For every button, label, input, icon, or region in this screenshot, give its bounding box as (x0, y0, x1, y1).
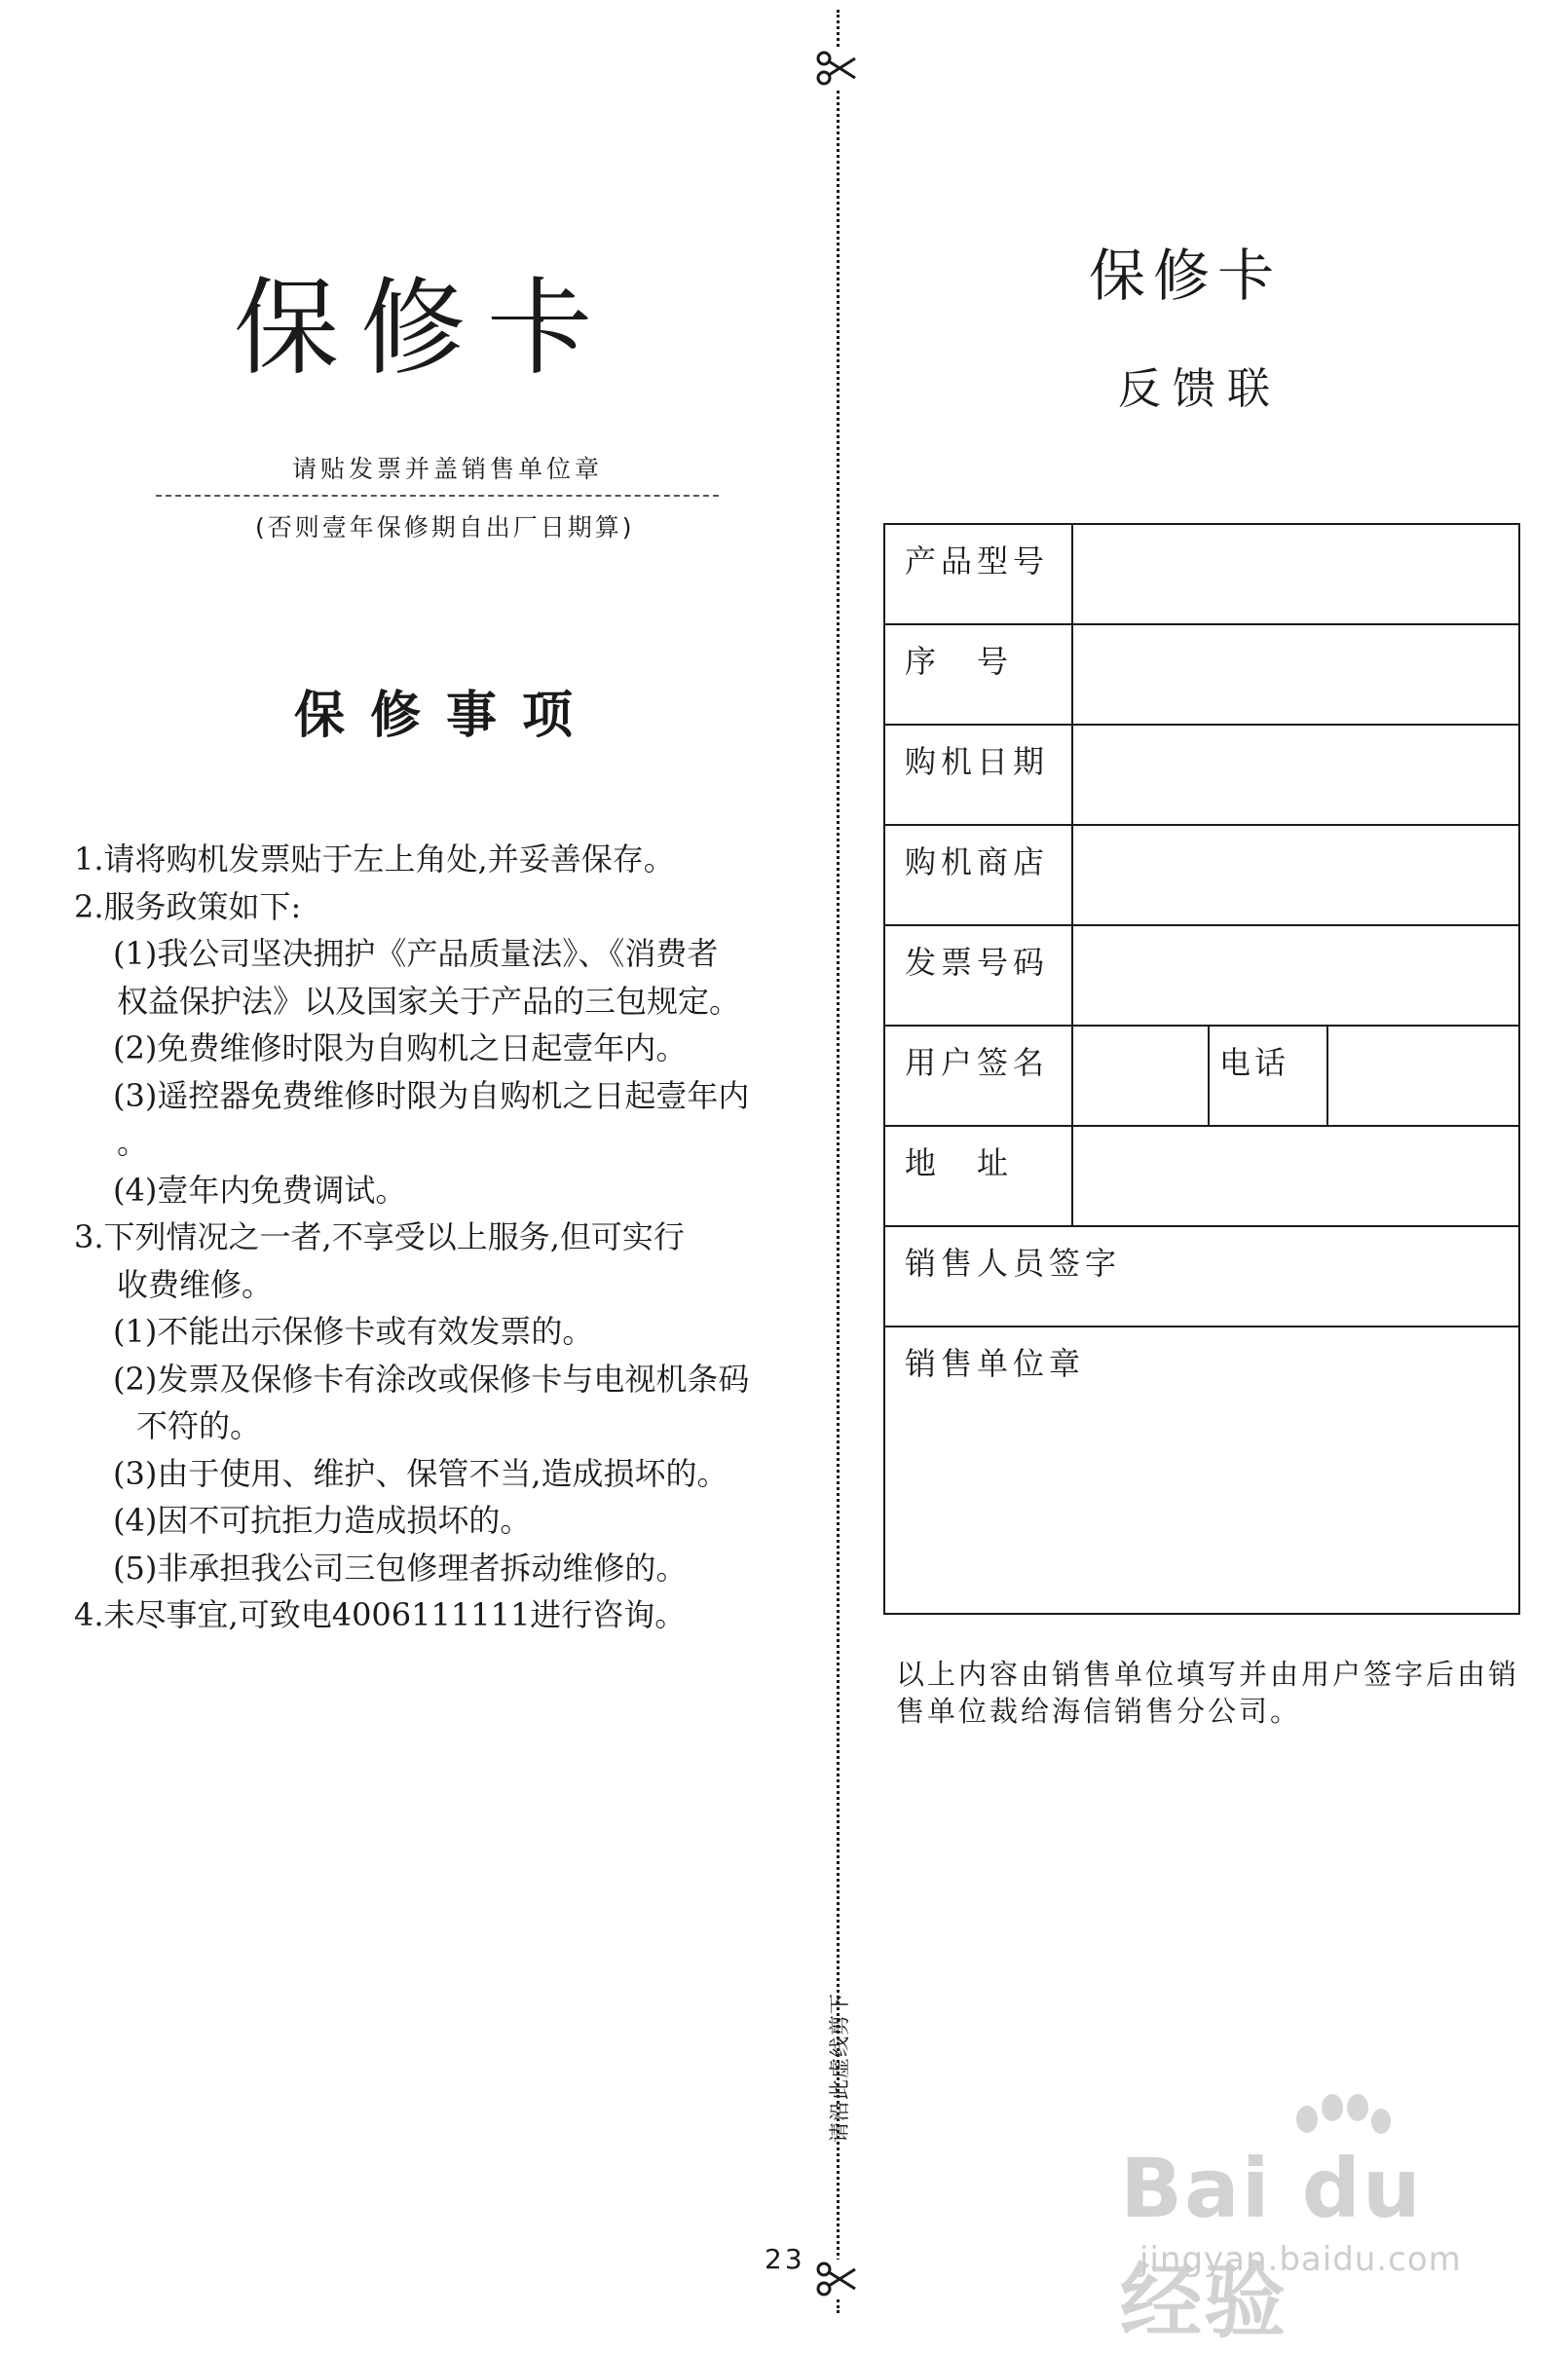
feedback-footnote: 以上内容由销售单位填写并由用户签字后由销售单位裁给海信销售分公司。 (896, 1658, 1520, 1728)
form-row-store (885, 826, 1518, 926)
terms-line: (2)发票及保修卡有涂改或保修卡与电视机条码 (113, 1360, 750, 1398)
invoice-stamp-note: 请贴发票并盖销售单位章 (292, 455, 604, 483)
terms-line: (2)免费维修时限为自购机之日起壹年内。 (113, 1029, 688, 1066)
warranty-card-title: 保修卡 (234, 268, 615, 390)
address-field[interactable] (1073, 1127, 1518, 1225)
purchase-date-field[interactable] (1073, 726, 1518, 824)
feedback-card-title: 保修卡 (1089, 243, 1283, 309)
terms-line: 3.下列情况之一者,不享受以上服务,但可实行 (74, 1218, 685, 1255)
form-row-invoice-no (885, 926, 1518, 1027)
page-number: 23 (765, 2243, 805, 2275)
form-row-purchase-date (885, 726, 1518, 826)
warranty-matters-title: 保修事项 (294, 687, 599, 745)
feedback-form-table (883, 523, 1520, 1615)
cut-dotted-line (837, 10, 840, 2313)
store-field[interactable] (1073, 826, 1518, 924)
watermark-url: jingyan.baidu.com (1139, 2240, 1462, 2279)
warranty-terms-list (74, 836, 853, 1639)
phone-field[interactable] (1328, 1027, 1518, 1125)
user-signature-field[interactable] (1073, 1027, 1208, 1125)
sales-stamp-label: 销售单位章 (905, 1345, 1086, 1382)
invoice-stamp-subnote: (否则壹年保修期自出厂日期算) (255, 513, 635, 542)
terms-line: 4.未尽事宜,可致电4006111111进行咨询。 (74, 1596, 687, 1633)
terms-line: (3)由于使用、维护、保管不当,造成损坏的。 (113, 1454, 728, 1492)
serial-no-field[interactable] (1073, 625, 1518, 724)
watermark-brand: Bai du 经验 (1120, 2141, 1423, 2349)
form-row-sales-stamp[interactable] (885, 1327, 1518, 1613)
terms-line: 权益保护法》以及国家关于产品的三包规定。 (117, 982, 741, 1020)
terms-line: (3)遥控器免费维修时限为自购机之日起壹年内 (113, 1076, 750, 1114)
invoice-no-label: 发票号码 (885, 926, 1073, 1025)
store-label: 购机商店 (885, 826, 1073, 924)
sales-signature-label: 销售人员签字 (905, 1245, 1122, 1282)
scissors-icon (816, 2260, 859, 2298)
terms-line: (1)不能出示保修卡或有效发票的。 (113, 1313, 594, 1350)
terms-line: 不符的。 (136, 1407, 262, 1444)
terms-line: (1)我公司坚决拥护《产品质量法》、《消费者 (113, 935, 719, 972)
invoice-no-field[interactable] (1073, 926, 1518, 1025)
cut-instruction: 请沿此虚线剪下 (828, 1993, 851, 2143)
product-model-field[interactable] (1073, 525, 1518, 623)
form-row-serial-no (885, 625, 1518, 726)
terms-line: 。 (117, 1124, 149, 1161)
terms-line: (5)非承担我公司三包修理者拆动维修的。 (113, 1549, 688, 1587)
user-signature-label: 用户签名 (885, 1027, 1073, 1125)
form-row-user-signature (885, 1027, 1518, 1127)
form-row-sales-signature[interactable] (885, 1227, 1518, 1327)
terms-line: 2.服务政策如下: (74, 887, 302, 925)
form-row-address (885, 1127, 1518, 1227)
address-label: 地 址 (885, 1127, 1073, 1225)
phone-label: 电话 (1208, 1027, 1328, 1125)
form-row-product-model (885, 525, 1518, 625)
terms-line: 1.请将购机发票贴于左上角处,并妥善保存。 (74, 841, 675, 878)
purchase-date-label: 购机日期 (885, 726, 1073, 824)
feedback-card-subtitle: 反馈联 (1118, 364, 1282, 414)
serial-no-label: 序 号 (885, 625, 1073, 724)
product-model-label: 产品型号 (885, 525, 1073, 623)
terms-line: (4)因不可抗拒力造成损坏的。 (113, 1502, 532, 1539)
scissors-icon (816, 49, 859, 88)
terms-line: (4)壹年内免费调试。 (113, 1171, 407, 1209)
stamp-dashed-line (156, 495, 719, 497)
baidu-watermark (1120, 2094, 1529, 2349)
terms-line: 收费维修。 (117, 1265, 274, 1303)
